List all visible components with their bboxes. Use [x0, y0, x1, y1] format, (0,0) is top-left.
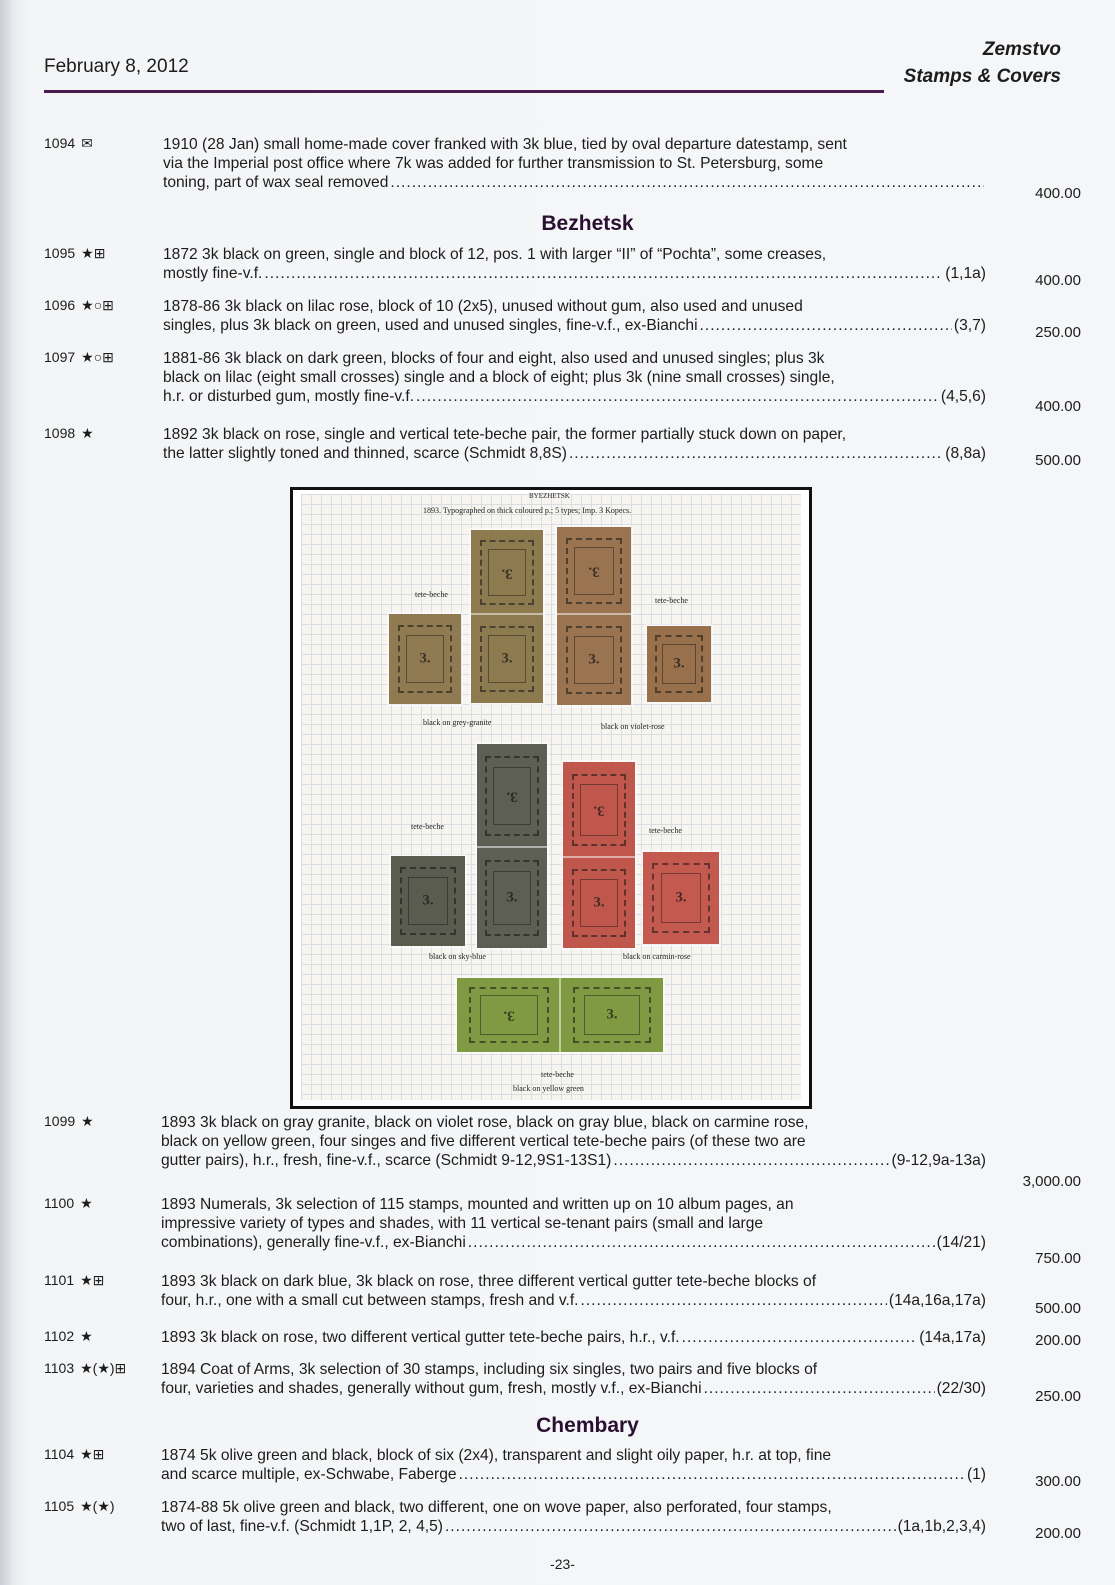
- lot-price: 400.00: [1035, 398, 1081, 415]
- lot-description: 1872 3k black on green, single and block of 12, pos. 1 with larger “II” of “Pochta”, some creases, mostly fine-v.f. ..... (1,1a): [163, 245, 986, 283]
- stamp-grey-granite-single: 3.: [389, 614, 461, 704]
- lot-number: 1095 ★⊞: [44, 245, 106, 261]
- album-subtitle: 1893. Typographed on thick coloured p.; 5 types; Imp. 3 Kopecs.: [423, 506, 632, 515]
- stamp-violet-rose-pair-bottom: 3.: [557, 615, 631, 705]
- stamp-carmine-rose-pair-top: 3.: [563, 762, 635, 859]
- stamp-sky-blue-pair-top: 3.: [477, 744, 547, 849]
- lot-price: 3,000.00: [1022, 1173, 1081, 1190]
- condition-symbols: ★(★): [80, 1498, 115, 1514]
- stamp-carmine-rose-single: 3.: [643, 852, 719, 944]
- label-black-on-carmin-rose: black on carmin-rose: [623, 952, 691, 961]
- lot-number: 1098 ★: [44, 425, 94, 441]
- stamp-violet-rose-single: 3.: [647, 626, 711, 702]
- lot-price: 250.00: [1035, 324, 1081, 341]
- stamp-sky-blue-pair-bottom: 3.: [477, 848, 547, 948]
- lot-description: 1910 (28 Jan) small home-made cover franked with 3k blue, tied by oval departure datestamp, sent via the Imperial post office where 7k was added for further transmission to St. Petersburg, some toning, part of wax seal removed .....: [163, 135, 986, 192]
- condition-symbols: ★⊞: [80, 1272, 105, 1288]
- condition-symbols: ★⊞: [81, 245, 106, 261]
- label-tete-beche: tete-beche: [411, 822, 444, 831]
- lot-description: 1893 Numerals, 3k selection of 115 stamps, mounted and written up on 10 album pages, an impressive variety of types and shades, with 11 vertical se-tenant pairs (small and large combinations), generally fine-v.f., ex-Bianchi ..... (14/21): [161, 1195, 986, 1252]
- dot-leader: [580, 1291, 886, 1310]
- stamp-yellow-green-pair-right: 3.: [561, 978, 663, 1052]
- lot-price: 500.00: [1035, 452, 1081, 469]
- condition-symbols: ★: [81, 425, 94, 441]
- dot-leader: [468, 1233, 935, 1252]
- condition-symbols: ★○⊞: [81, 349, 114, 365]
- lot-description: 1878-86 3k black on lilac rose, block of 10 (2x5), unused without gum, also used and unused singles, plus 3k black on green, used and unused singles, fine-v.f., ex-Bianchi ..... (3,7): [163, 297, 986, 335]
- condition-symbols: ★(★)⊞: [80, 1360, 127, 1376]
- auction-date: February 8, 2012: [44, 56, 189, 77]
- lot-description: 1881-86 3k black on dark green, blocks of four and eight, also used and unused singles; plus 3k black on lilac (eight small crosses) single and a block of eight; plus 3k (nine small crosses) single, h.r. or disturbed gum, mostly fine-v.f. ..... (4,5,6): [163, 349, 986, 406]
- lot-description: 1893 3k black on rose, two different vertical gutter tete-beche pairs, h.r., v.f. ..... (14a,17a): [161, 1328, 986, 1347]
- lot-price: 750.00: [1035, 1250, 1081, 1267]
- dot-leader: [264, 264, 943, 283]
- section-heading-bezhetsk: Bezhetsk: [541, 212, 634, 235]
- lot-number: 1102 ★: [44, 1328, 93, 1344]
- dot-leader: [416, 387, 939, 406]
- stamp-yellow-green-pair-left: 3.: [457, 978, 562, 1052]
- lot-price: 200.00: [1035, 1332, 1081, 1349]
- dot-leader: [390, 173, 984, 192]
- lot-number: 1097 ★○⊞: [44, 349, 114, 365]
- lot-description: 1893 3k black on dark blue, 3k black on rose, three different vertical gutter tete-beche blocks of four, h.r., one with a small cut between stamps, fresh and v.f. ..... (14a,16a,17a): [161, 1272, 986, 1310]
- lot-description: 1894 Coat of Arms, 3k selection of 30 stamps, including six singles, two pairs and five blocks of four, varieties and shades, generally without gum, fresh, mostly v.f., ex-Bianchi ..... (22/30): [161, 1360, 986, 1398]
- lot-price: 200.00: [1035, 1525, 1081, 1542]
- lot-number: 1096 ★○⊞: [44, 297, 114, 313]
- label-tete-beche: tete-beche: [649, 826, 682, 835]
- brand-line-2: Stamps & Covers: [903, 66, 1061, 87]
- lot-number: 1100 ★: [44, 1195, 93, 1211]
- section-heading-chembary: Chembary: [536, 1414, 639, 1437]
- lot-number: 1105 ★(★): [44, 1498, 115, 1514]
- condition-symbols: ✉: [81, 135, 93, 151]
- label-black-on-grey-granite: black on grey-granite: [423, 718, 492, 727]
- album-page-photo: [290, 487, 812, 1109]
- condition-symbols: ★: [80, 1195, 93, 1211]
- lot-number: 1101 ★⊞: [44, 1272, 105, 1288]
- stamp-sky-blue-single: 3.: [391, 856, 465, 946]
- label-tete-beche: tete-beche: [655, 596, 688, 605]
- condition-symbols: ★: [80, 1328, 93, 1344]
- lot-number: 1104 ★⊞: [44, 1446, 105, 1462]
- lot-price: 400.00: [1035, 272, 1081, 289]
- header-rule: [44, 90, 884, 93]
- lot-number: 1099 ★: [44, 1113, 94, 1129]
- lot-description: 1874 5k olive green and black, block of six (2x4), transparent and slight oily paper, h.r. at top, fine and scarce multiple, ex-Schwabe, Faberge ..... (1): [161, 1446, 986, 1484]
- condition-symbols: ★⊞: [80, 1446, 105, 1462]
- stamp-grey-granite-pair-top: 3.: [471, 530, 543, 616]
- stamp-violet-rose-pair-top: 3.: [557, 527, 631, 616]
- catalog-brand: [904, 36, 1061, 90]
- lot-number: 1103 ★(★)⊞: [44, 1360, 127, 1376]
- album-title: BYEZHETSK: [529, 492, 570, 500]
- dot-leader: [700, 316, 952, 335]
- lot-description: 1874-88 5k olive green and black, two different, one on wove paper, also perforated, four stamps, two of last, fine-v.f. (Schmidt 1,1P, 2, 4,5) ..... (1a,1b,2,3,4): [161, 1498, 986, 1536]
- brand-line-1: Zemstvo: [982, 39, 1061, 60]
- dot-leader: [613, 1151, 889, 1170]
- label-black-on-violet-rose: black on violet-rose: [601, 722, 665, 731]
- label-tete-beche: tete-beche: [415, 590, 448, 599]
- dot-leader: [704, 1379, 935, 1398]
- lot-price: 400.00: [1035, 185, 1081, 202]
- dot-leader: [445, 1517, 896, 1536]
- lot-description: 1893 3k black on gray granite, black on violet rose, black on gray blue, black on carmine rose, black on yellow green, four singes and five different vertical tete-beche pairs (of these two are gutter pairs), h.r., fresh, fine-v.f., scarce (Schmidt 9-12,9S1-13S1) ..... (9-12,9a-13a): [161, 1113, 986, 1170]
- label-black-on-sky-blue: black on sky-blue: [429, 952, 486, 961]
- condition-symbols: ★: [81, 1113, 94, 1129]
- album-page: [301, 494, 801, 1100]
- condition-symbols: ★○⊞: [81, 297, 114, 313]
- lot-number: 1094 ✉: [44, 135, 93, 151]
- lot-description: 1892 3k black on rose, single and vertical tete-beche pair, the former partially stuck down on paper, the latter slightly toned and thinned, scarce (Schmidt 8,8S) ..... (8,8a): [163, 425, 986, 463]
- stamp-grey-granite-pair-bottom: 3.: [471, 615, 543, 703]
- dot-leader: [569, 444, 943, 463]
- label-tete-beche: tete-beche: [541, 1070, 574, 1079]
- lot-price: 500.00: [1035, 1300, 1081, 1317]
- page-number: -23-: [550, 1556, 575, 1572]
- lot-price: 300.00: [1035, 1473, 1081, 1490]
- dot-leader: [682, 1328, 918, 1347]
- dot-leader: [459, 1465, 965, 1484]
- stamp-carmine-rose-pair-bottom: 3.: [563, 858, 635, 948]
- label-black-on-yellow-green: black on yellow green: [513, 1084, 584, 1093]
- lot-price: 250.00: [1035, 1388, 1081, 1405]
